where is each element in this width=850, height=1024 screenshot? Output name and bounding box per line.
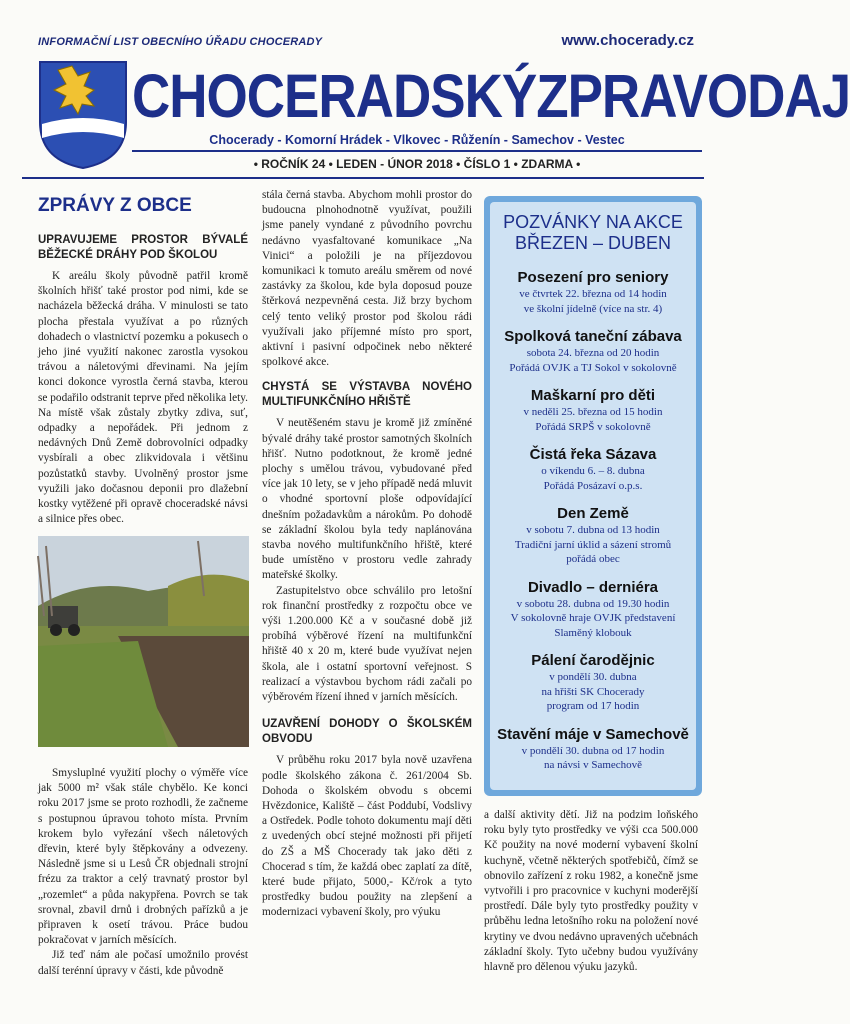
event-name: Posezení pro seniory (517, 269, 669, 286)
event-item (490, 386, 696, 434)
event-name: Spolková taneční zábava (504, 328, 682, 345)
event-name: Divadlo – derniéra (527, 578, 659, 596)
article-2-paragraph-2: Zastupitelstvo obce schválilo pro letošní rok finanční prostředky z rozpočtu obce ve výši 1.200.000 Kč a v současné době již probíhá výběrové řízení na multifunkční hřiště 40 x 20 m, které bude využívat nejen škola, ale i ostatní sportovní veřejnost. S realizací a výstavbou bychom rádi začali po výběrovém řízení ihned v jarních měsících. (262, 584, 472, 704)
event-detail: o víkendu 6. – 8. dubna (541, 465, 645, 477)
coat-of-arms-icon (38, 60, 128, 170)
article-1-paragraph-1: K areálu školy původně patřil kromě školních hřišť také prostor pod nimi, kde se nacházela běžecká dráha. V minulosti se tato plocha přestala využívat a po různých dohadech o vlastnictví pozemku a pokusech o jeho jiné využití nakonec zarostla vysokou trávou a náletovými dřevinami. Na jejím konci dokonce vyrostla černá stavba, kterou se podařilo odstranit teprve před několika lety. Na místě však zůstaly zbytky zdiva, suť, odpadky a nepořádek. Při jednom z nedávných Dnů Země dobrovolníci odpadky vysbírali a obec zlikvidovala i většinu pozůstatků stavby. Uvolněný prostor jsme využili jako dočasnou deponii pro dlažební kostky vytěžené při opravě choceradské návsi a silnice přes obec. (38, 270, 248, 526)
event-detail: Pořádá SRPŠ v sokolovně (535, 420, 651, 433)
article-2-paragraph-1: V neutěšeném stavu je kromě již zmíněné bývalé dráhy také prostor samotných školních hřišť. Nutno podotknout, že kromě jedné plochy s umělou trávou, vybudované před více jak 10 lety, se v jeho případě nedá mluvit o vhodné sportovní ploše odpovídající dnešním požadavkům a nárokům. Po dohodě se základní školou byla tedy naplánována stavba nového multifunkčního hřiště, které bude umístěno v prostoru vedle zahrady mateřské školky. (262, 417, 472, 582)
events-box-title (490, 212, 696, 254)
section-title: ZPRÁVY Z OBCE (38, 195, 192, 216)
article-1-column (38, 233, 248, 527)
event-detail: Slaměný klobouk (554, 626, 632, 639)
event-name: Čistá řeka Sázava (529, 446, 657, 463)
event-detail: Tradiční jarní úklid a sázení stromů (514, 538, 672, 551)
header-divider (132, 150, 702, 152)
event-detail: pořádá obec (566, 553, 620, 565)
event-detail: Pořádá OVJK a TJ Sokol v sokolovně (509, 361, 677, 374)
column-2 (262, 188, 472, 921)
article-1-heading: UPRAVUJEME PROSTOR BÝVALÉ BĚŽECKÉ DRÁHY POD ŠKOLOU (38, 234, 248, 261)
event-detail: v sobotu 7. dubna od 13 hodin (526, 524, 660, 536)
website-link[interactable]: www.chocerady.cz (561, 32, 694, 49)
event-detail: sobota 24. března od 20 hodin (526, 347, 660, 359)
event-detail: Pořádá Posázaví o.p.s. (543, 479, 643, 492)
event-detail: na hřišti SK Chocerady (541, 685, 645, 698)
event-item (490, 651, 696, 714)
article-1-continued (38, 766, 248, 979)
event-item (490, 445, 696, 493)
event-name: Stavění máje v Samechově (497, 725, 689, 743)
issue-info: • ROČNÍK 24 • LEDEN - ÚNOR 2018 • ČÍSLO 1 • ZDARMA • (253, 157, 581, 171)
event-item (490, 725, 696, 773)
article-3-paragraph-2: a další aktivity dětí. Již na podzim loňského roku byly tyto prostředky ve výši cca 500.000 Kč použity na nové moderní vybavení školní kuchyně, včetně některých spotřebičů, čímž se obnovilo zařízení z roku 1982, a konečně jsme vytvořili i pro pracovnice v kuchyni moderější prostředí. Dále byly tyto prostředky použity v průběhu ledna letošního roku na položení nové krytiny ve dvou nedávno upravených učebnách základní školy. Tyto učebny budou využívány hlavně pro dělenou výuku jazyků. (484, 809, 698, 974)
event-name: Den Země (557, 505, 629, 522)
masthead-tagline: INFORMAČNÍ LIST OBECNÍHO ÚŘADU CHOCERADY (38, 36, 323, 48)
event-detail: ve školní jídelně (více na str. 4) (523, 302, 663, 315)
event-item (490, 578, 696, 641)
article-1-paragraph-4: stála černá stavba. Abychom mohli prostor do budoucna plnohodnotně využívat, použili jsme panely vyndané z původního povrchu nedávno vyasfaltované komunikace „Na Vinici“ a položili je na příjezdovou komunikaci k tomuto areálu směrem od nové zastávky za školou, kde byla doposud pouze štěrková nezpevněná cesta. Již brzy bychom celý tento veliký prostor pod školou rádi využívali jako příjemné místo pro sport, aktivní i pasivní odpočinek nebo některé spolkové akce. (262, 189, 472, 369)
article-3-paragraph-1: V průběhu roku 2017 byla nově uzavřena podle školského zákona č. 261/2004 Sb. Dohoda o školském obvodu s obcemi Hvězdonice, Kaliště – část Poddubí, Vodslivy a Ostředek. Podle tohoto dokumentu mají děti z uvedených obcí stejné možnosti při přijetí do ZŠ a MŠ Chocerady tak jako děti z Chocerad s tím, že každá obec zaplatí za dítě, které bude přijato, 5000,- Kč/rok a tyto prostředky budou použity na zlepšení a modernizaci vybavení školy, pro výuku (262, 754, 472, 919)
event-detail: v pondělí 30. dubna od 17 hodin (521, 744, 665, 757)
header-bottom-divider (22, 177, 704, 179)
article-1-paragraph-2: Smysluplné využití plochy o výměře více jak 5000 m² však stále chybělo. Ke konci roku 2017 jsme se proto rozhodli, že začneme s postupnou úpravou tohoto místa. Prvním krokem bylo vyřezání všech náletových dřevin, které byly štěpkovány a odvezeny. Následně jsme si u Lesů ČR objednali strojní frézu za traktor a celý travnatý prostor byl „rozemlet“ a půda nakypřena. Povrch se tak srovnal, zbavil drnů i drobných pařízků a je připraven k osetí trávou. Práce budou pokračovat v jarních měsících. (38, 767, 248, 947)
event-name: Pálení čarodějnic (531, 652, 655, 669)
article-3-heading: UZAVŘENÍ DOHODY O ŠKOLSKÉM OBVODU (262, 718, 472, 746)
events-title-line-2: BŘEZEN – DUBEN (514, 233, 672, 253)
newsletter-title (132, 62, 850, 132)
event-detail: V sokolovně hraje OVJK představení (510, 612, 676, 624)
event-detail: na návsi v Samechově (543, 759, 643, 771)
event-item (490, 327, 696, 375)
events-list (490, 268, 696, 784)
event-name: Maškarní pro děti (530, 387, 656, 404)
event-detail: v sobotu 28. dubna od 19.30 hodin (516, 597, 670, 610)
title-word-1: CHOCERADSKÝ (132, 63, 537, 131)
events-title-line-1: POZVÁNKY NA AKCE (503, 212, 683, 232)
title-word-2: ZPRAVODAJ (536, 63, 850, 131)
event-detail: ve čtvrtek 22. března od 14 hodin (519, 288, 667, 300)
event-item (490, 268, 696, 316)
article-3-continued (484, 808, 698, 975)
article-2-heading: CHYSTÁ SE VÝSTAVBA NOVÉHO MULTIFUNKČNÍHO HŘIŠTĚ (262, 381, 472, 409)
event-detail: v neděli 25. března od 15 hodin (523, 406, 663, 418)
event-item (490, 504, 696, 567)
field-photo (38, 536, 249, 747)
event-detail: program od 17 hodin (546, 700, 640, 712)
event-detail: v pondělí 30. dubna (549, 671, 637, 683)
article-1-paragraph-3: Již teď nám ale počasí umožnilo provést další terénní úpravy v části, kde původně (38, 949, 248, 977)
village-list: Chocerady - Komorní Hrádek - Vlkovec - Růženín - Samechov - Vestec (209, 133, 625, 147)
